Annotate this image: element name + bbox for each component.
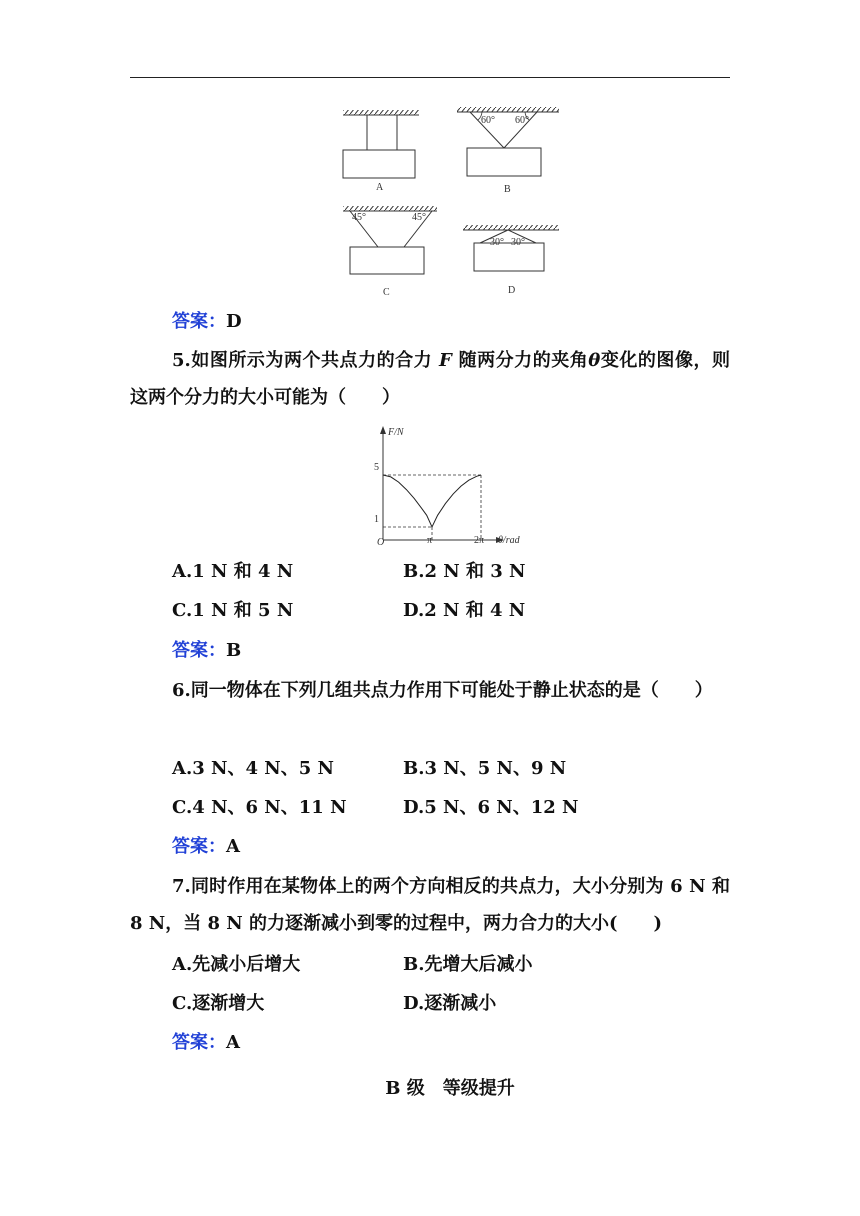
q5-option-c: C.1 N 和 5 N [172, 600, 294, 621]
answer-q7 [172, 1034, 240, 1052]
answer-label: 答案： [172, 311, 226, 332]
answer-value: B [226, 640, 242, 661]
answer-value: A [226, 1032, 240, 1053]
origin-label: O [377, 537, 385, 548]
q7-option-c: C.逐渐增大 [172, 993, 265, 1014]
label-d: D [508, 285, 516, 296]
angle-c-left: 45° [352, 212, 366, 223]
chart-q5 [0, 420, 860, 550]
label-b: B [504, 184, 511, 195]
diagram-a [343, 110, 419, 193]
answer-q5 [172, 642, 241, 660]
y-axis-arrow [380, 426, 386, 434]
q6-option-c: C.4 N、6 N、11 N [172, 797, 347, 818]
q5-text-after: 变化的图像，则这两个分力的大小可能为（ ） [130, 350, 730, 408]
answer-label: 答案： [172, 640, 226, 661]
angle-d-right: 30° [511, 237, 525, 248]
y-axis-label: F/N [388, 427, 404, 438]
question-7: 7.同时作用在某物体上的两个方向相反的共点力，大小分别为 6 N 和 8 N，当 8 N 的力逐渐减小到零的过程中，两力合力的大小( ) [130, 876, 730, 934]
angle-b-right: 60° [515, 115, 529, 126]
answer-value: A [226, 836, 240, 857]
q5-symbol-f: F [439, 350, 452, 371]
q5-option-d: D.2 N 和 4 N [403, 600, 526, 621]
angle-c-right: 45° [412, 212, 426, 223]
question-5 [130, 342, 730, 416]
q6-option-a: A.3 N、4 N、5 N [172, 758, 334, 779]
header-rule [130, 77, 730, 78]
q6-option-d: D.5 N、6 N、12 N [403, 797, 579, 818]
q6-option-b: B.3 N、5 N、9 N [403, 758, 567, 779]
section-heading: B 级 等级提升 [385, 1078, 515, 1099]
q5-option-b: B.2 N 和 3 N [403, 561, 526, 582]
x-tick-pi: π [427, 535, 433, 546]
diagram-c [343, 206, 437, 298]
y-tick-5: 5 [374, 462, 379, 473]
answer-label: 答案： [172, 836, 226, 857]
diagram-b [457, 107, 559, 195]
x-tick-2pi: 2π [474, 535, 485, 546]
q5-option-a: A.1 N 和 4 N [172, 561, 294, 582]
diagram-d [463, 225, 559, 296]
q5-symbol-theta: θ [588, 350, 601, 371]
y-tick-1: 1 [374, 514, 379, 525]
q7-option-b: B.先增大后减小 [403, 954, 533, 975]
q7-option-a: A.先减小后增大 [172, 954, 301, 975]
resultant-force-curve [383, 475, 481, 527]
q5-text-before: 5.如图所示为两个共点力的合力 [172, 350, 439, 371]
q7-option-d: D.逐渐减小 [403, 993, 497, 1014]
answer-q4 [172, 313, 242, 331]
angle-d-left: 30° [490, 237, 504, 248]
question-6: 6.同一物体在下列几组共点力作用下可能处于静止状态的是（ ） [172, 680, 713, 701]
x-axis-label: θ/rad [498, 535, 520, 546]
label-c: C [383, 287, 390, 298]
answer-label: 答案： [172, 1032, 226, 1053]
q5-text-mid: 随两分力的夹角 [451, 350, 589, 371]
answer-q6 [172, 838, 240, 856]
angle-b-left: 60° [481, 115, 495, 126]
answer-value: D [226, 311, 242, 332]
label-a: A [376, 182, 384, 193]
